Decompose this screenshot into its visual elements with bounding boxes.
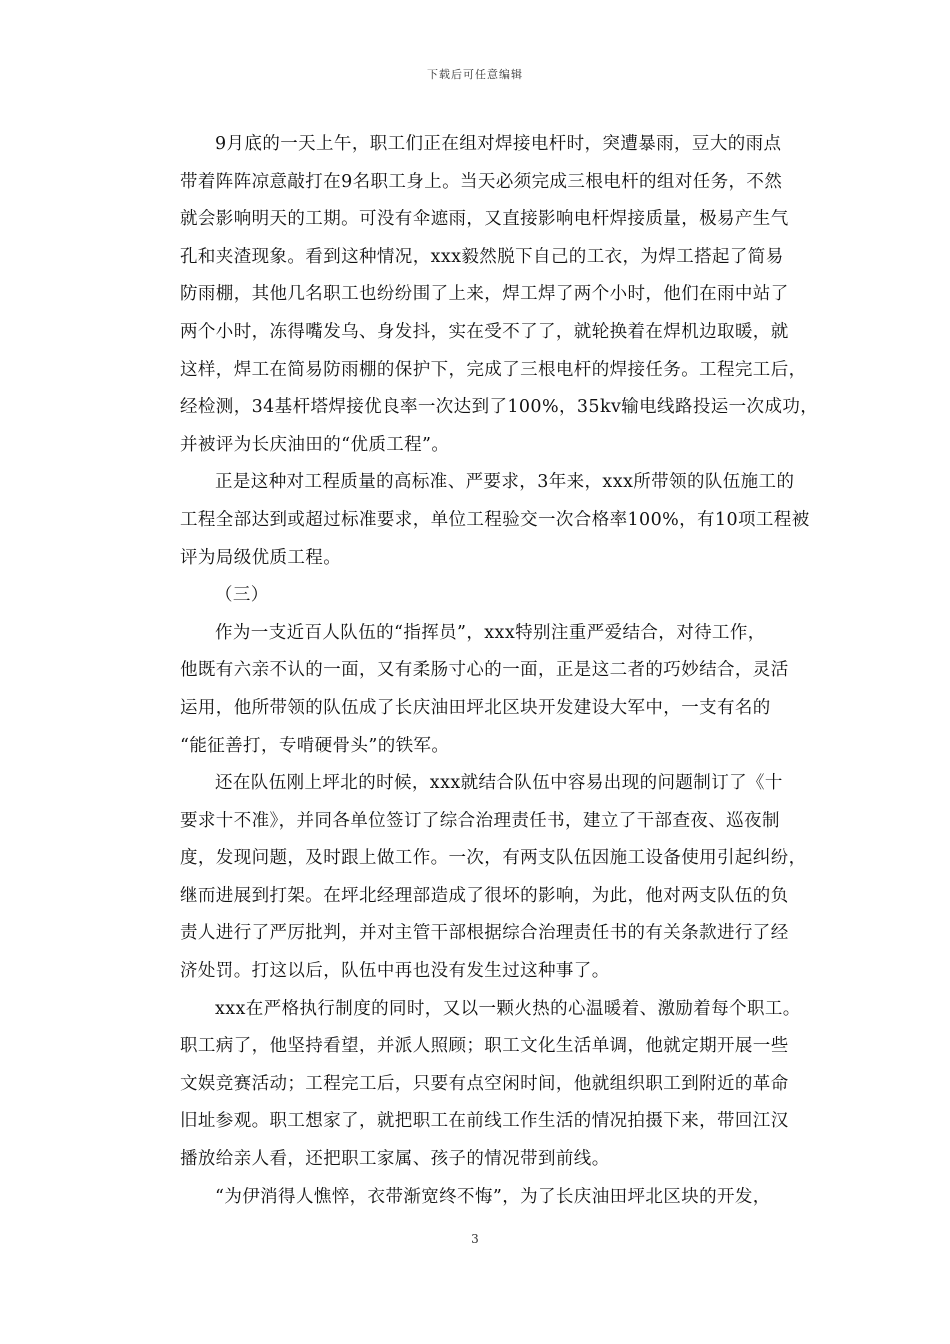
text-line: 工程全部达到或超过标准要求，单位工程验交一次合格率100%，有10项工程被 <box>180 509 810 530</box>
paragraph-6 <box>145 1179 817 1217</box>
text-line: 他既有六亲不认的一面，又有柔肠寸心的一面，正是这二者的巧妙结合，灵活 <box>180 660 789 681</box>
section-heading-3 <box>145 577 817 615</box>
paragraph-5 <box>145 991 817 1179</box>
text-line: 责人进行了严厉批判，并对主管干部根据综合治理责任书的有关条款进行了经 <box>180 923 789 944</box>
text-line: 并被评为长庆油田的“优质工程”。 <box>180 434 450 455</box>
text-line: 播放给亲人看，还把职工家属、孩子的情况带到前线。 <box>180 1149 610 1170</box>
text-line: 正是这种对工程质量的高标准、严要求，3年来，xxx所带领的队伍施工的 <box>215 472 795 493</box>
text-line: 带着阵阵凉意敲打在9名职工身上。当天必须完成三根电杆的组对任务，不然 <box>180 171 783 192</box>
text-line: 运用，他所带领的队伍成了长庆油田坪北区块开发建设大军中，一支有名的 <box>180 697 771 718</box>
text-line: 文娱竞赛活动；工程完工后，只要有点空闲时间，他就组织职工到附近的革命 <box>180 1073 789 1094</box>
text-line: 这样，焊工在简易防雨棚的保护下，完成了三根电杆的焊接任务。工程完工后， <box>180 359 807 380</box>
paragraph-4 <box>145 765 817 991</box>
text-line: 孔和夹渣现象。看到这种情况，xxx毅然脱下自己的工衣，为焊工搭起了简易 <box>180 246 784 267</box>
text-line: 旧址参观。职工想家了，就把职工在前线工作生活的情况拍摄下来，带回江汉 <box>180 1111 789 1132</box>
paragraph-1 <box>145 126 817 464</box>
text-line: 作为一支近百人队伍的“指挥员”，xxx特别注重严爱结合，对待工作， <box>215 622 766 643</box>
section-heading: （三） <box>215 585 269 606</box>
text-line: 就会影响明天的工期。可没有伞遮雨，又直接影响电杆焊接质量，极易产生气 <box>180 209 789 230</box>
text-line: 两个小时，冻得嘴发乌、身发抖，实在受不了了，就轮换着在焊机边取暖，就 <box>180 321 789 342</box>
text-line: 还在队伍刚上坪北的时候，xxx就结合队伍中容易出现的问题制订了《十 <box>215 773 783 794</box>
text-line: 度，发现问题，及时跟上做工作。一次，有两支队伍因施工设备使用引起纠纷， <box>180 848 807 869</box>
text-line: 要求十不准》，并同各单位签订了综合治理责任书，建立了干部查夜、巡夜制 <box>180 810 780 831</box>
text-line: “能征善打，专啃硬骨头”的铁军。 <box>180 735 450 756</box>
text-line: 评为局级优质工程。 <box>180 547 342 568</box>
text-line: 防雨棚，其他几名职工也纷纷围了上来，焊工焊了两个小时，他们在雨中站了 <box>180 284 789 305</box>
paragraph-2 <box>145 464 817 577</box>
text-line: 继而进展到打架。在坪北经理部造成了很坏的影响，为此，他对两支队伍的负 <box>180 885 789 906</box>
text-line: 济处罚。打这以后，队伍中再也没有发生过这种事了。 <box>180 961 610 982</box>
text-line: 经检测，34基杆塔焊接优良率一次达到了100%，35kv输电线路投运一次成功， <box>180 397 819 418</box>
text-line: xxx在严格执行制度的同时，又以一颗火热的心温暖着、激励着每个职工。 <box>215 998 801 1019</box>
paragraph-3 <box>145 615 817 765</box>
text-line: 9月底的一天上午，职工们正在组对焊接电杆时，突遭暴雨，豆大的雨点 <box>215 134 782 154</box>
text-line: “为伊消得人憔悴，衣带渐宽终不悔”，为了长庆油田坪北区块的开发， <box>215 1186 771 1207</box>
page-header-note: 下载后可任意编辑 <box>427 68 523 81</box>
document-body <box>145 126 817 1216</box>
text-line: 职工病了，他坚持看望，并派人照顾；职工文化生活单调，他就定期开展一些 <box>180 1036 789 1057</box>
page-number: 3 <box>471 1232 479 1246</box>
